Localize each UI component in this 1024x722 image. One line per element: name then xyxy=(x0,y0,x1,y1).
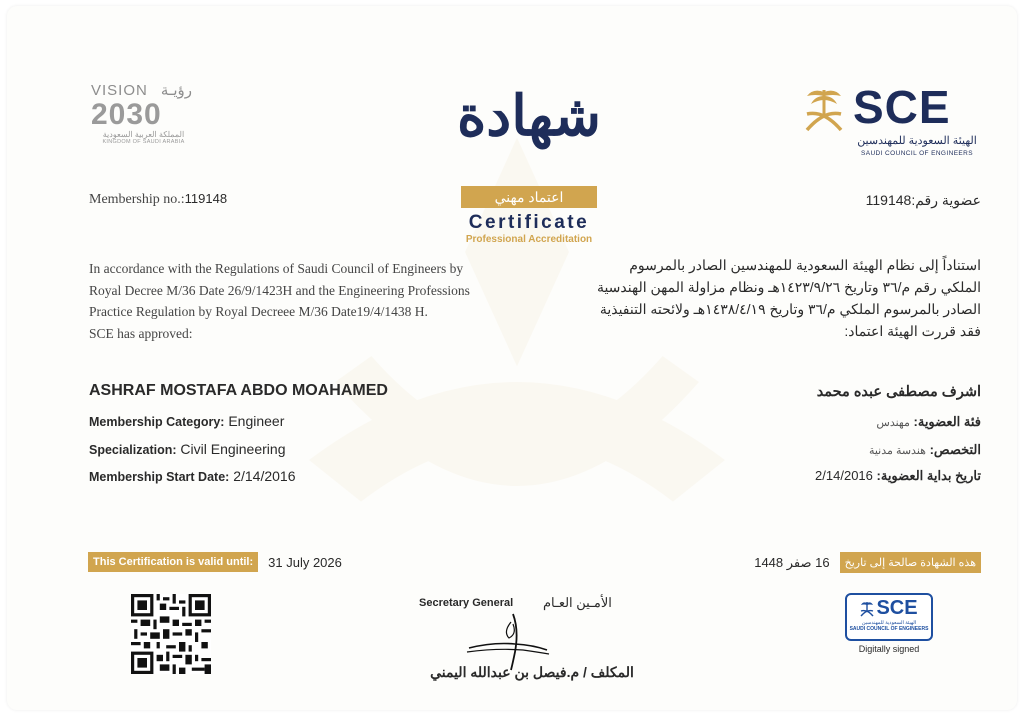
specialization-ar xyxy=(869,442,981,458)
membership-start-value: 2/14/2016 xyxy=(233,468,296,484)
preamble-ar xyxy=(561,254,981,342)
title-arabic: شهادة xyxy=(456,83,602,149)
preamble-ar-line: فقد قررت الهيئة اعتماد: xyxy=(844,323,981,339)
badge-sub-en: SAUDI COUNCIL OF ENGINEERS xyxy=(849,626,929,632)
membership-number-value: 119148 xyxy=(184,191,228,206)
title-subtitle: Professional Accreditation xyxy=(465,234,593,245)
vision-year: 2030 xyxy=(91,98,162,131)
membership-number-en xyxy=(89,191,227,208)
specialization-en xyxy=(89,441,285,457)
membership-category-ar xyxy=(876,414,981,430)
vision-word: VISION xyxy=(91,82,148,99)
signatory-name: المكلف / م.فيصل بن عبدالله اليمني xyxy=(430,664,634,680)
preamble-ar-line: الملكي رقم م/٣٦ وتاريخ ١٤٢٣/٩/٢٦هـ ونظام مزاولة المهن الهندسية xyxy=(596,279,981,295)
preamble-en xyxy=(89,258,519,344)
badge-text: SCE xyxy=(876,597,918,619)
qr-code xyxy=(131,594,211,674)
palm-swords-icon xyxy=(860,601,874,617)
membership-category-label-ar: فئة العضوية: xyxy=(913,414,981,429)
sce-logo xyxy=(803,78,983,158)
badge-sub-ar: الهيئة السعودية للمهندسين xyxy=(861,620,917,626)
title-band: اعتماد مهني xyxy=(461,186,597,208)
membership-start-en xyxy=(89,468,296,484)
validity-value-en: 31 July 2026 xyxy=(268,554,342,570)
specialization-value-ar: هندسة مدنية xyxy=(868,445,926,457)
membership-start-ar xyxy=(807,468,981,484)
specialization-label: Specialization: xyxy=(89,443,177,457)
handwritten-signature xyxy=(463,612,553,672)
sce-logo-name-ar: الهيئة السعودية للمهندسين xyxy=(857,135,977,147)
validity-value-ar: 16 صفر 1448 xyxy=(754,554,830,570)
vision-word-ar: رؤيـة xyxy=(160,82,192,99)
preamble-ar-line: استناداً إلى نظام الهيئة السعودية للمهندسين الصادر بالمرسوم xyxy=(629,257,981,273)
sce-logo-text: SCE xyxy=(853,81,951,133)
preamble-en-line: Royal Decree M/36 Date 26/9/1423H and the Engineering Professions xyxy=(89,282,470,298)
palm-swords-icon xyxy=(803,86,845,136)
preamble-en-line: SCE has approved: xyxy=(89,325,193,341)
preamble-en-line: Practice Regulation by Royal Decreee M/36 Date19/4/1438 H. xyxy=(89,304,428,319)
member-name-ar: اشرف مصطفى عبده محمد xyxy=(816,384,981,400)
digitally-signed-label: Digitally signed xyxy=(858,644,920,654)
membership-category-en xyxy=(89,413,284,429)
secretary-title-ar: الأمـين العـام xyxy=(543,595,612,610)
specialization-label-ar: التخصص: xyxy=(929,442,981,457)
membership-category-label: Membership Category: xyxy=(89,415,225,429)
validity-en xyxy=(88,552,342,572)
sce-logo-name-en: SAUDI COUNCIL OF ENGINEERS xyxy=(860,150,973,157)
membership-start-label: Membership Start Date: xyxy=(89,470,230,484)
membership-category-value-ar: مهندس xyxy=(876,417,910,429)
digital-seal-badge xyxy=(845,593,933,641)
certificate-title-block xyxy=(449,83,609,246)
membership-start-value-ar: 2/14/2016 xyxy=(815,468,873,483)
membership-category-value: Engineer xyxy=(228,413,285,429)
membership-number-ar: عضوية رقم:119148 xyxy=(865,192,981,208)
specialization-value: Civil Engineering xyxy=(180,441,286,457)
member-name-en: ASHRAF MOSTAFA ABDO MOAHAMED xyxy=(89,382,388,399)
vision-2030-logo xyxy=(91,82,196,154)
certificate-page xyxy=(7,6,1017,710)
validity-label-en: This Certification is valid until: xyxy=(88,552,258,572)
validity-label-ar: هذه الشهادة صالحة إلى تاريخ xyxy=(840,552,981,573)
vision-subtitle-ar: المملكة العربية السعودية xyxy=(102,130,185,139)
membership-number-label: Membership no.: xyxy=(89,192,185,207)
preamble-en-line: In accordance with the Regulations of Saudi Council of Engineers by xyxy=(89,261,464,276)
validity-ar xyxy=(754,552,981,573)
preamble-ar-line: الصادر بالمرسوم الملكي م/٣٦ وتاريخ ١٤٣٨/٤/١٩هـ ولائحته التنفيذية xyxy=(599,301,981,317)
title-english: Certificate xyxy=(468,212,590,233)
vision-subtitle-en: KINGDOM OF SAUDI ARABIA xyxy=(102,139,185,145)
membership-start-label-ar: تاريخ بداية العضوية: xyxy=(876,468,981,483)
secretary-title-en: Secretary General xyxy=(419,597,514,609)
